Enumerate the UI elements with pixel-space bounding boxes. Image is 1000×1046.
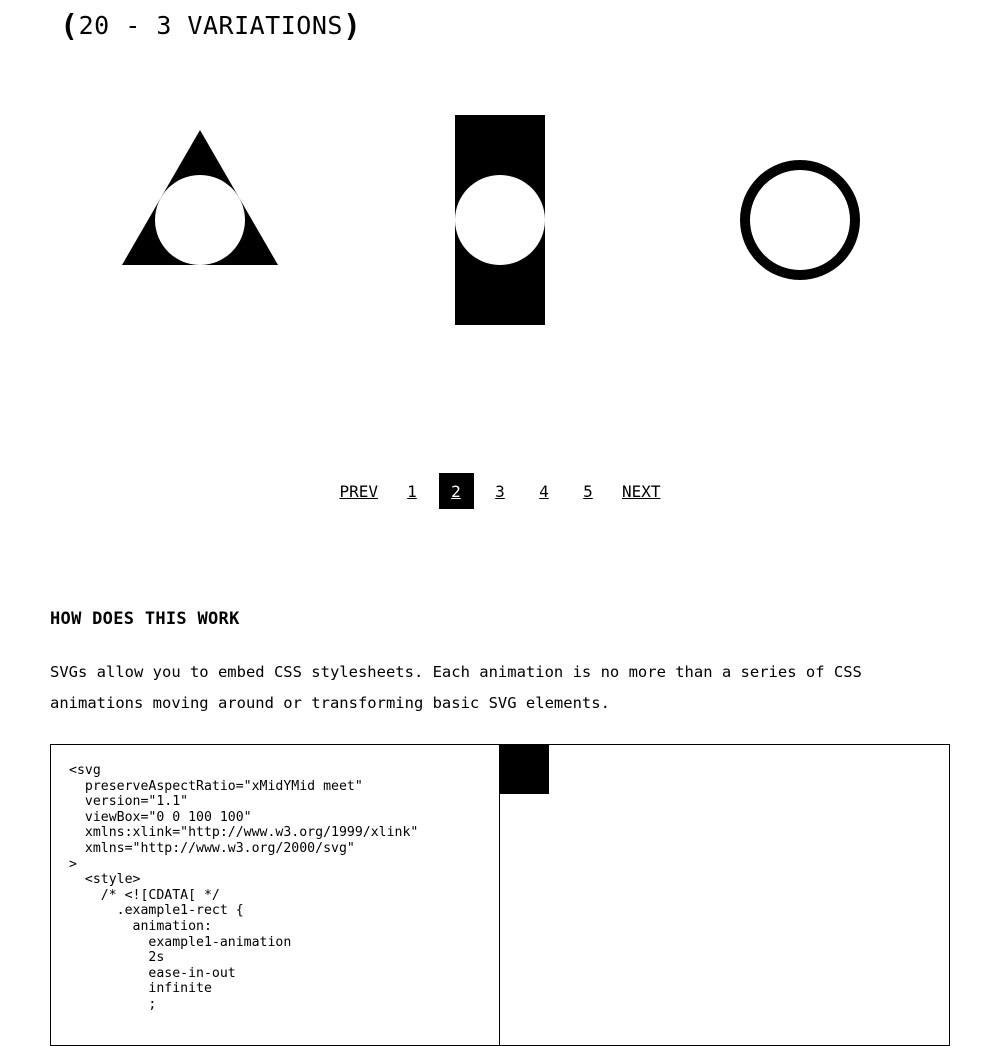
section-description: SVGs allow you to embed CSS stylesheets. Each animation is no more than a series of CSS animations moving around or transforming basic SVG elements. <box>50 663 862 712</box>
title-open-paren: ( <box>60 9 79 44</box>
page-link-4[interactable]: 4 <box>539 481 549 501</box>
code-sample: <svg preserveAspectRatio="xMidYMid meet" version="1.1" viewBox="0 0 100 100" xmlns:xlink="http://www.w3.org/1999/xlink" xmlns="http://www.w3.org/2000/svg" > <style> /* <![CDATA[ */ .example1-rect { animation: example1-animation 2s ease-in-out infinite ; <box>69 763 419 1012</box>
page-link-5[interactable]: 5 <box>583 481 593 501</box>
pagination <box>0 473 1000 509</box>
section-heading: HOW DOES THIS WORK <box>50 609 240 629</box>
page-link-1[interactable]: 1 <box>407 481 417 501</box>
ring-circle <box>745 165 855 275</box>
title-text: 20 - 3 VARIATIONS <box>78 11 343 40</box>
page-link-3[interactable]: 3 <box>495 481 505 501</box>
animated-rect <box>500 745 549 794</box>
animation-preview <box>500 745 949 1045</box>
rectangle-inner-circle <box>455 175 545 265</box>
code-example-panel <box>50 744 950 1046</box>
prev-link[interactable]: PREV <box>339 481 378 501</box>
next-link[interactable]: NEXT <box>622 481 661 501</box>
title-close-paren: ) <box>342 9 362 44</box>
code-pane[interactable] <box>51 745 500 1045</box>
page-title <box>60 8 362 45</box>
rectangle-with-circle-shape <box>455 115 545 325</box>
ring-shape <box>740 160 860 280</box>
triangle-inner-circle <box>155 175 245 265</box>
triangle-with-circle-shape <box>122 130 278 266</box>
page-link-2-current[interactable]: 2 <box>439 473 474 509</box>
